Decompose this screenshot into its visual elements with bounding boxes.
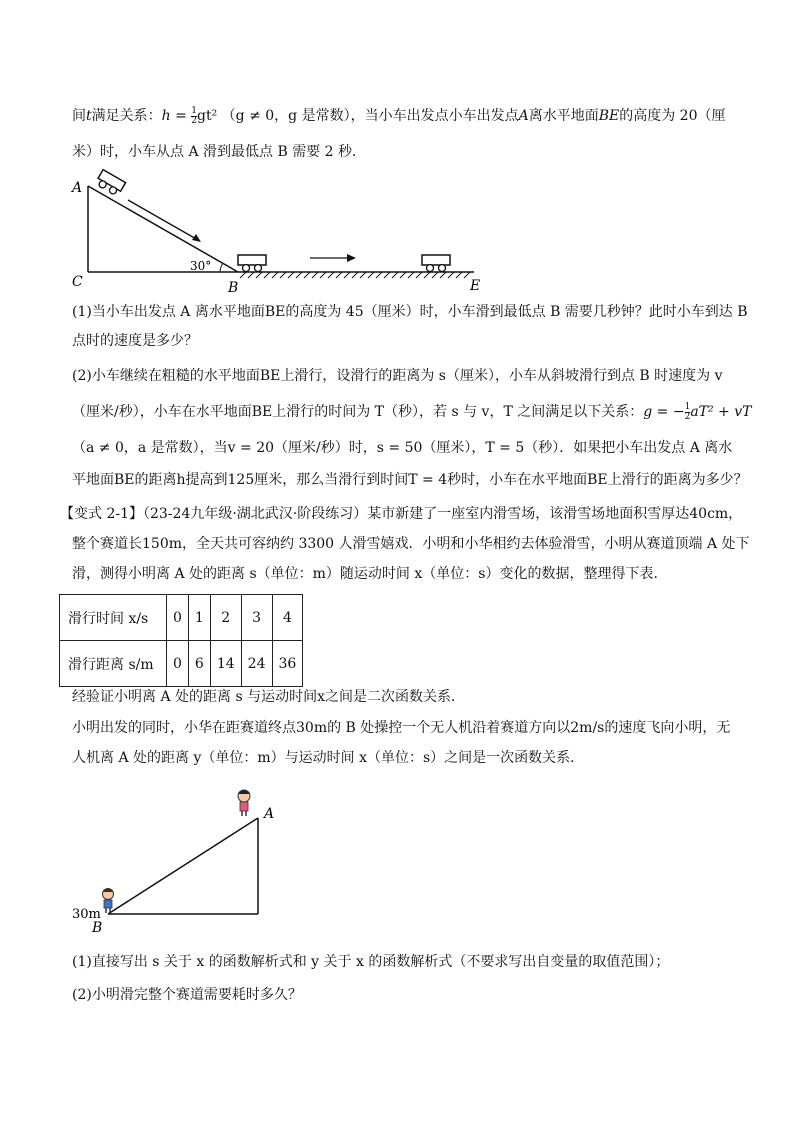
label-b2: B <box>92 920 103 936</box>
row-label-distance: 滑行距离 s/m <box>60 641 167 687</box>
var-t: t <box>86 108 92 124</box>
q2-line-1: (2)小车继续在粗糙的水平地面BE上滑行，设滑行的距离为 s（厘米），小车从斜坡滑行到点 B 时速度为 v <box>72 368 723 384</box>
q2-line-2 <box>72 402 752 422</box>
intro-text: 离水平地面 <box>528 108 599 124</box>
final-q2: (2)小明滑完整个赛道需要耗时多久？ <box>72 987 302 1003</box>
label-e: E <box>470 278 481 294</box>
figure-slope-cart <box>60 168 500 296</box>
q1-line-1: (1)当小车出发点 A 离水平地面BE的高度为 45（厘米）时，小车滑到最低点 B 需要几秒钟？此时小车到达 B <box>72 304 748 320</box>
label-30m: 30m <box>72 907 101 922</box>
boy-icon <box>103 889 114 914</box>
fraction-num: 1 <box>191 105 198 116</box>
label-a: A <box>72 180 83 196</box>
formula-rest: gt² （g ≠ 0，g 是常数），当小车出发点小车出发点 <box>197 108 519 124</box>
variant-line-1: 【变式 2-1】（23-24九年级·湖北武汉·阶段练习）某市新建了一座室内滑雪场，该滑雪场地面积雪厚达40cm， <box>60 506 743 522</box>
variant-line-3: 滑，测得小明离 A 处的距离 s（单位：m）随运动时间 x（单位：s）变化的数据，整理得下表． <box>72 566 668 582</box>
formula-h: h = <box>161 108 192 124</box>
q2-formula: aT² + vT <box>690 404 752 420</box>
table-cell: 0 <box>167 641 189 687</box>
table-cell: 14 <box>210 641 241 687</box>
intro-text: 满足关系： <box>91 108 162 124</box>
variant-line-2: 整个赛道长150m，全天共可容纳约 3300 人滑雪嬉戏．小明和小华相约去体验滑雪，小明从赛道顶端 A 处下 <box>72 536 750 552</box>
table-cell: 0 <box>167 595 189 641</box>
intro-line-1 <box>72 106 726 126</box>
table-cell: 3 <box>241 595 272 641</box>
label-b: B <box>228 280 239 296</box>
row-label-time: 滑行时间 x/s <box>60 595 167 641</box>
label-a2: A <box>264 806 275 822</box>
segment-be: BE <box>598 108 620 124</box>
table-row <box>60 595 303 641</box>
fraction-den: 2 <box>684 411 691 422</box>
table-cell: 24 <box>241 641 272 687</box>
label-c: C <box>72 274 83 290</box>
intro-line-2: 米）时，小车从点 A 滑到最低点 B 需要 2 秒． <box>72 144 367 160</box>
data-table <box>59 594 303 687</box>
q2-text: （厘米/秒），小车在水平地面BE上滑行的时间为 T（秒），若 s 与 v，T 之间满足以下关系： <box>72 404 644 420</box>
q2-line-4: 平地面BE的距离h提高到125厘米，那么当滑行到时间T = 4秒时，小车在水平地面BE上滑行的距离为多少？ <box>72 472 748 488</box>
fraction-num: 1 <box>684 401 691 412</box>
q1-line-2: 点时的速度是多少？ <box>72 333 198 349</box>
angle-label: 30° <box>190 259 212 273</box>
figure-ski-slope <box>68 780 288 940</box>
fraction-den: 2 <box>191 115 198 126</box>
point-a: A <box>518 108 529 124</box>
final-q1: (1)直接写出 s 关于 x 的函数解析式和 y 关于 x 的函数解析式（不要求写出自变量的取值范围）； <box>72 954 670 970</box>
intro-text: 间 <box>72 108 86 124</box>
table-cell: 36 <box>272 641 303 687</box>
table-cell: 4 <box>272 595 303 641</box>
q2-formula: g = − <box>643 404 685 420</box>
table-cell: 2 <box>210 595 241 641</box>
table-cell: 1 <box>188 595 210 641</box>
after-table-line-3: 人机离 A 处的距离 y（单位：m）与运动时间 x（单位：s）之间是一次函数关系． <box>72 750 585 766</box>
q2-line-3: （a ≠ 0，a 是常数），当v = 20（厘米/秒）时，s = 50（厘米），T = 5（秒）．如果把小车出发点 A 离水 <box>72 440 733 456</box>
intro-text: 的高度为 20（厘 <box>619 108 726 124</box>
table-row <box>60 641 303 687</box>
after-table-line-1: 经验证小明离 A 处的距离 s 与运动时间x之间是二次函数关系． <box>72 689 465 705</box>
girl-icon <box>238 790 250 816</box>
table-cell: 6 <box>188 641 210 687</box>
after-table-line-2: 小明出发的同时，小华在距赛道终点30m的 B 处操控一个无人机沿着赛道方向以2m/s的速度飞向小明，无 <box>72 720 731 736</box>
